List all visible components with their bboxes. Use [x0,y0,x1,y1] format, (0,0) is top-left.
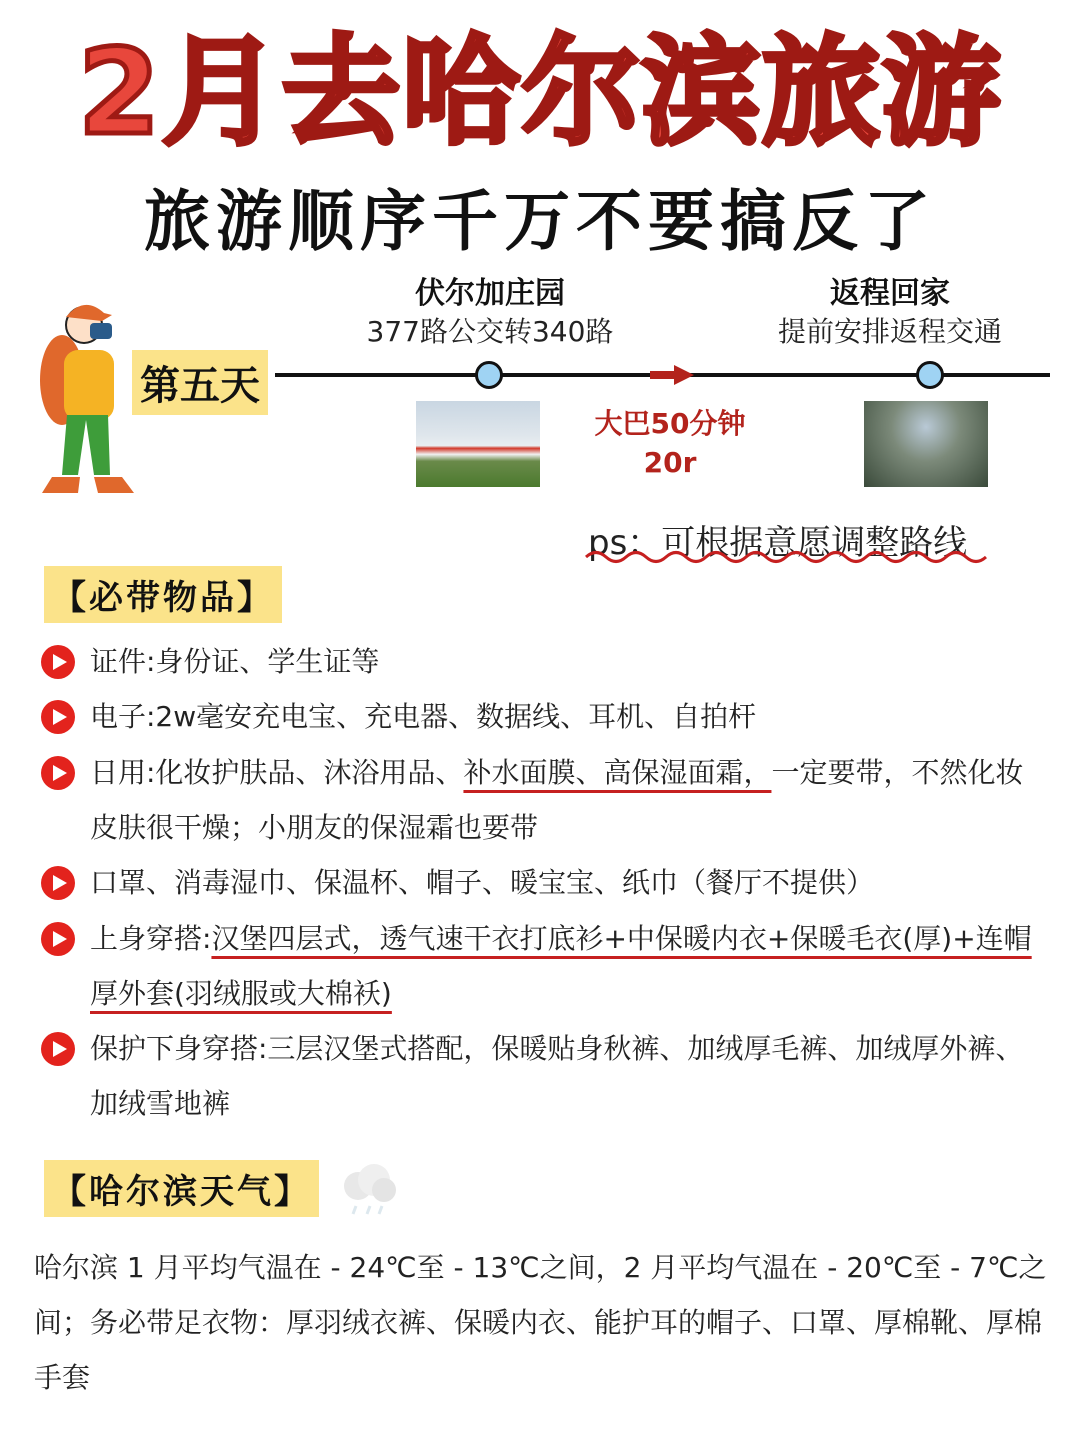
item-underlined-text: 补水面膜、高保湿面霜， [463,756,772,789]
item-text: 保护下身穿搭:三层汉堡式搭配，保暖贴身秋裤、加绒厚毛裤、加绒厚外裤、加绒雪地裤 [90,1032,1024,1120]
essential-item-text [90,745,1050,855]
play-bullet-icon [40,1031,76,1067]
weather-heading: 【哈尔滨天气】 [44,1160,319,1217]
timeline-dot [475,361,503,389]
day-label: 第五天 [132,350,268,415]
play-bullet-icon [40,865,76,901]
stop-title: 伏尔加庄园 [415,276,565,311]
play-bullet-icon [40,921,76,957]
item-text: 电子:2w毫安充电宝、充电器、数据线、耳机、自拍杆 [90,700,757,733]
item-underlined-text: 汉堡四层式，透气速干衣打底衫+中保暖内衣+保暖毛衣(厚)+连帽厚外套(羽绒服或大棉袄) [90,922,1032,1010]
essential-item-text [90,1021,1050,1131]
cloud-rain-icon [332,1158,402,1224]
essential-item [40,1021,1050,1131]
traveler-illustration [22,295,142,500]
play-bullet-icon [40,755,76,791]
essential-item [40,855,1050,910]
essential-item [40,689,1050,744]
arrow-right-icon [650,365,694,385]
route-note: ps：可根据意愿调整路线 [588,523,968,563]
essential-item-text [90,855,874,910]
essential-item-text [90,634,379,689]
timeline-dot [916,361,944,389]
essential-item [40,634,1050,689]
stop-subtitle: 提前安排返程交通 [777,315,1002,348]
essentials-heading: 【必带物品】 [44,566,282,623]
transfer-mode: 大巴50分钟 [594,407,746,440]
stop-title: 返程回家 [830,276,950,311]
item-text: 上身穿搭: [90,922,212,955]
essential-item [40,745,1050,855]
item-text-cont: 一定要带，不然化妆皮肤很干燥；小朋友的保湿霜也要带 [90,756,1024,844]
stop-subtitle: 377路公交转340路 [366,315,614,348]
wavy-underline [584,548,994,566]
essential-item-text [90,689,756,744]
transfer-price: 20r [643,446,697,479]
play-bullet-icon [40,644,76,680]
item-text: 口罩、消毒湿巾、保温杯、帽子、暖宝宝、纸巾（餐厅不提供） [90,866,875,899]
street-gate-photo [864,401,988,487]
item-text: 证件:身份证、学生证等 [90,645,380,678]
page-subtitle: 旅游顺序千万不要搞反了 [144,183,936,260]
essential-item [40,911,1050,1021]
page-title: 2月去哈尔滨旅游 [77,23,1003,161]
essential-item-text [90,911,1050,1021]
weather-text: 哈尔滨 1 月平均气温在 - 24℃至 - 13℃之间，2 月平均气温在 - 20℃至 - 7℃之间；务必带足衣物：厚羽绒衣裤、保暖内衣、能护耳的帽子、口罩、厚棉靴、厚棉手套 [34,1251,1047,1394]
airplane-photo [416,401,540,487]
play-bullet-icon [40,699,76,735]
item-text: 日用:化妆护肤品、沐浴用品、 [90,756,464,789]
